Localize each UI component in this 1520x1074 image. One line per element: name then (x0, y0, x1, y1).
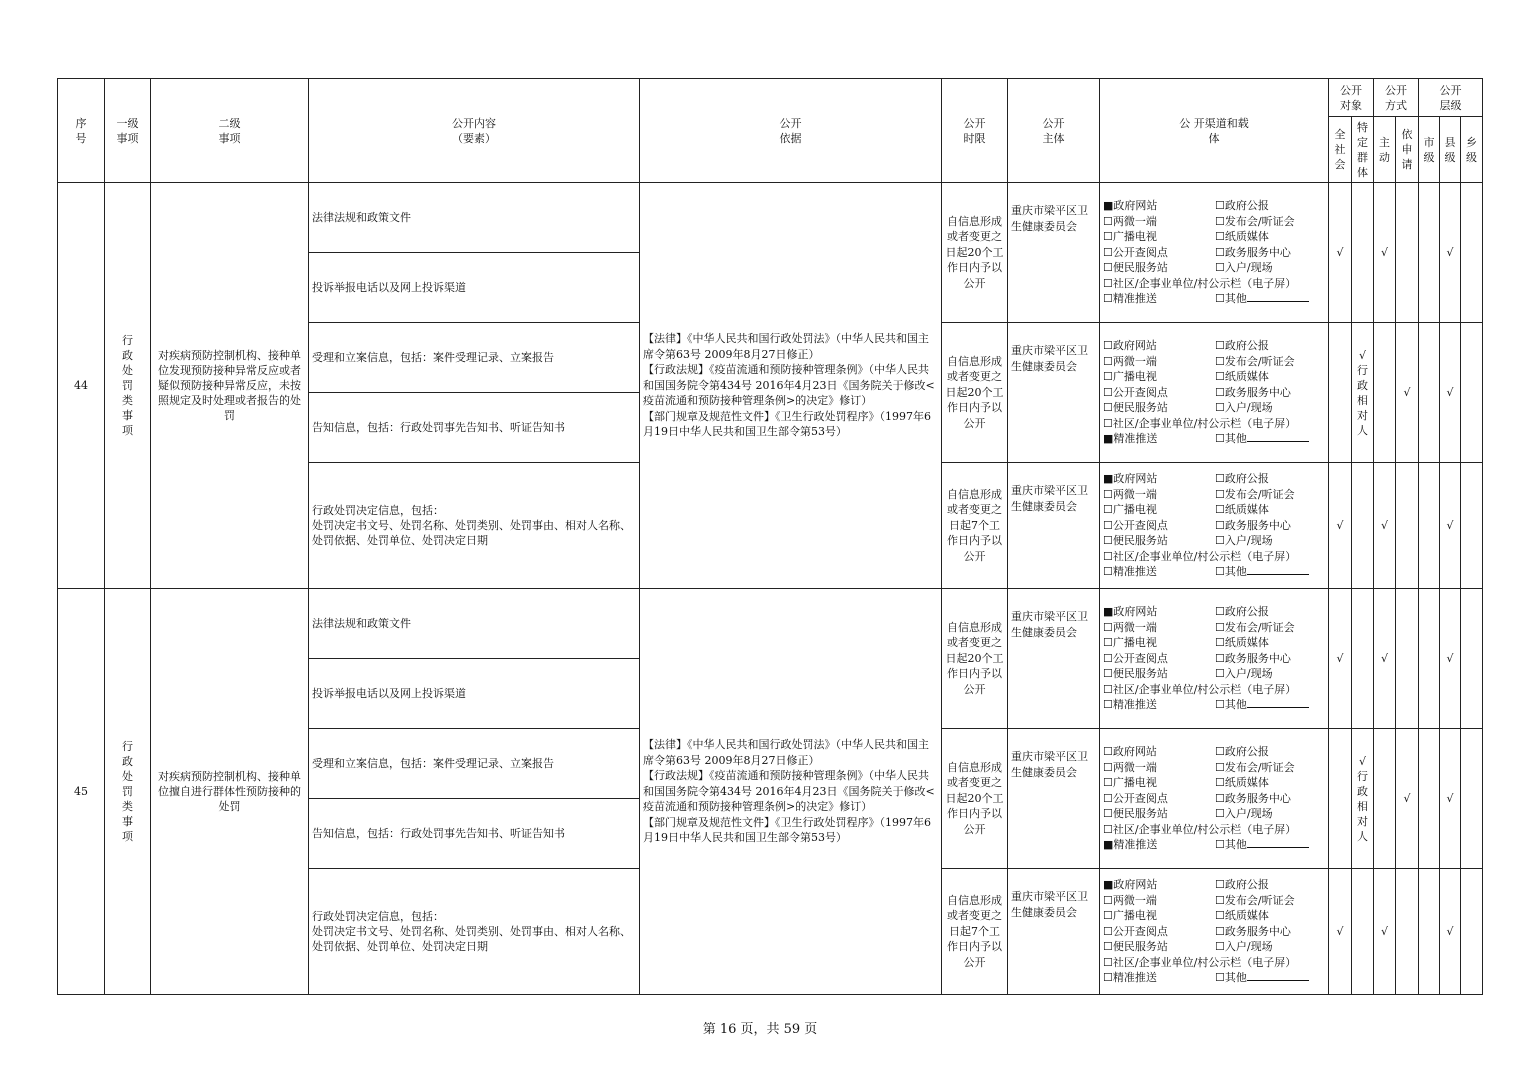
channel-option[interactable]: ☐公开查阅点 (1103, 245, 1168, 259)
channel-list (1103, 744, 1325, 853)
content-cell: 行政处罚决定信息，包括： 处罚决定书文号、处罚名称、处罚类别、处罚事由、相对人名称、处罚依据、处罚单位、处罚决定日期 (309, 869, 640, 995)
channel-option[interactable]: ☐便民服务站 (1103, 401, 1168, 415)
mark-town (1461, 869, 1483, 995)
channel-option[interactable]: ■政府网站 (1103, 199, 1158, 213)
other-blank (1247, 970, 1309, 981)
header-time-limit: 公开时限 (942, 79, 1008, 183)
channel-list (1103, 198, 1325, 307)
channel-option[interactable]: ☐发布会/听证会 (1215, 620, 1295, 634)
subject-cell: 重庆市梁平区卫生健康委员会 (1008, 869, 1100, 995)
mark-active-text: √ (1380, 246, 1388, 259)
time-limit-cell: 自信息形成或者变更之日起20个工作日内予以公开 (942, 589, 1008, 729)
mark-active (1374, 729, 1396, 869)
channel-option[interactable]: ☐政府公报 (1215, 745, 1269, 759)
channel-option-other[interactable] (1215, 697, 1327, 713)
header-mode: 公开方式 (1374, 79, 1419, 117)
row-level1 (105, 183, 151, 589)
channel-option[interactable]: ☐广播电视 (1103, 370, 1157, 384)
time-limit-cell: 自信息形成或者变更之日起20个工作日内予以公开 (942, 323, 1008, 463)
mark-county-text: √ (1446, 925, 1454, 938)
time-limit-cell: 自信息形成或者变更之日起7个工作日内予以公开 (942, 869, 1008, 995)
channel-list (1103, 604, 1325, 713)
disclosure-table (57, 78, 1483, 995)
mark-specific (1352, 183, 1374, 323)
channel-option[interactable]: ☐入户/现场 (1215, 667, 1273, 681)
content-cell: 告知信息，包括：行政处罚事先告知书、听证告知书 (309, 393, 640, 463)
mark-county (1440, 589, 1461, 729)
header-level: 公开层级 (1419, 79, 1483, 117)
mark-all (1329, 183, 1352, 323)
header-subject: 公开主体 (1008, 79, 1100, 183)
other-blank (1247, 431, 1309, 442)
mark-active-text: √ (1380, 519, 1388, 532)
other-label: ☐其他 (1215, 565, 1247, 579)
channel-option[interactable]: ☐入户/现场 (1215, 940, 1273, 954)
mark-all-text: √ (1336, 519, 1344, 532)
content-cell: 投诉举报电话以及网上投诉渠道 (309, 659, 640, 729)
header-content: 公开内容 （要素） (309, 79, 640, 183)
channel-option[interactable]: ☐便民服务站 (1103, 940, 1168, 954)
channel-option-other[interactable] (1215, 837, 1327, 853)
channel-option[interactable]: ☐公开查阅点 (1103, 385, 1168, 399)
channel-list (1103, 338, 1325, 447)
channel-option[interactable]: ☐两微一端 (1103, 620, 1157, 634)
channel-option[interactable]: ☐入户/现场 (1215, 261, 1273, 275)
subject-cell: 重庆市梁平区卫生健康委员会 (1008, 463, 1100, 589)
mark-town (1461, 589, 1483, 729)
channel-option[interactable]: ☐纸质媒体 (1215, 503, 1269, 517)
channel-option-precise[interactable]: ☐精准推送 (1103, 698, 1157, 712)
mark-county-text: √ (1446, 792, 1454, 805)
mark-city (1419, 589, 1440, 729)
mark-city (1419, 729, 1440, 869)
page-footer: 第 16 页，共 59 页 (702, 1022, 818, 1037)
other-label: ☐其他 (1215, 838, 1247, 852)
channel-option[interactable]: ☐广播电视 (1103, 776, 1157, 790)
other-blank (1247, 837, 1309, 848)
header-city: 市级 (1419, 117, 1440, 183)
mark-active (1374, 183, 1396, 323)
mark-all (1329, 589, 1352, 729)
mark-county (1440, 729, 1461, 869)
mark-all-text: √ (1336, 925, 1344, 938)
channel-option[interactable]: ☐政务服务中心 (1215, 518, 1291, 532)
channel-cell (1100, 869, 1329, 995)
mark-county (1440, 323, 1461, 463)
subject-cell: 重庆市梁平区卫生健康委员会 (1008, 729, 1100, 869)
channel-cell (1100, 323, 1329, 463)
other-blank (1247, 564, 1309, 575)
subject-cell: 重庆市梁平区卫生健康委员会 (1008, 183, 1100, 323)
channel-option[interactable]: ☐广播电视 (1103, 909, 1157, 923)
mark-county-text: √ (1446, 246, 1454, 259)
other-blank (1247, 291, 1309, 302)
channel-option[interactable]: ☐政府网站 (1103, 339, 1157, 353)
mark-specific (1352, 323, 1374, 463)
channel-option-precise[interactable]: ■精准推送 (1103, 432, 1158, 446)
channel-option[interactable]: ☐便民服务站 (1103, 807, 1168, 821)
mark-request (1396, 869, 1419, 995)
other-label: ☐其他 (1215, 971, 1247, 985)
channel-option-community[interactable]: ☐社区/企事业单位/村公示栏（电子屏） (1103, 955, 1297, 969)
header-channel: 公 开渠道和载体 (1100, 79, 1329, 183)
channel-option-precise[interactable]: ☐精准推送 (1103, 565, 1157, 579)
basis-cell: 【法律】《中华人民共和国行政处罚法》（中华人民共和国主席令第63号 2009年8月27日修正） 【行政法规】《疫苗流通和预防接种管理条例》（中华人民共和国国务院令第434号 2016年4月23日《国务院关于修改<疫苗流通和预防接种管理条例>的决定》修订） 【部门规章及规范性文件】《卫生行政处罚程序》（1997年6月19日中华人民共和国卫生部令第53号） (640, 589, 942, 995)
content-cell: 行政处罚决定信息，包括： 处罚决定书文号、处罚名称、处罚类别、处罚事由、相对人名称、处罚依据、处罚单位、处罚决定日期 (309, 463, 640, 589)
channel-option[interactable]: ☐两微一端 (1103, 354, 1157, 368)
mark-all (1329, 729, 1352, 869)
mark-city (1419, 463, 1440, 589)
mark-city (1419, 183, 1440, 323)
channel-option-community[interactable]: ☐社区/企事业单位/村公示栏（电子屏） (1103, 549, 1297, 563)
content-cell: 法律法规和政策文件 (309, 183, 640, 253)
channel-option-precise[interactable]: ☐精准推送 (1103, 292, 1157, 306)
channel-option[interactable]: ☐纸质媒体 (1215, 776, 1269, 790)
header-on-request: 依申请 (1396, 117, 1419, 183)
channel-option[interactable]: ☐政府公报 (1215, 472, 1269, 486)
mark-county (1440, 869, 1461, 995)
channel-option[interactable]: ☐政府公报 (1215, 878, 1269, 892)
channel-option[interactable]: ☐广播电视 (1103, 503, 1157, 517)
channel-option[interactable]: ☐便民服务站 (1103, 534, 1168, 548)
mark-city (1419, 869, 1440, 995)
channel-cell (1100, 463, 1329, 589)
content-cell: 投诉举报电话以及网上投诉渠道 (309, 253, 640, 323)
channel-option[interactable]: ■政府网站 (1103, 472, 1158, 486)
channel-option[interactable]: ☐发布会/听证会 (1215, 760, 1295, 774)
content-cell: 受理和立案信息，包括：案件受理记录、立案报告 (309, 323, 640, 393)
header-basis: 公开依据 (640, 79, 942, 183)
channel-option[interactable]: ☐发布会/听证会 (1215, 893, 1295, 907)
channel-option[interactable]: ☐政务服务中心 (1215, 924, 1291, 938)
channel-option[interactable]: ☐政府公报 (1215, 339, 1269, 353)
time-limit-cell: 自信息形成或者变更之日起7个工作日内予以公开 (942, 463, 1008, 589)
mark-request (1396, 323, 1419, 463)
channel-option[interactable]: ■政府网站 (1103, 605, 1158, 619)
header-level1: 一级事项 (105, 79, 151, 183)
subject-cell: 重庆市梁平区卫生健康委员会 (1008, 323, 1100, 463)
channel-list (1103, 471, 1325, 580)
channel-option-precise[interactable]: ☐精准推送 (1103, 971, 1157, 985)
mark-active-text: √ (1380, 652, 1388, 665)
mark-specific (1352, 589, 1374, 729)
channel-option[interactable]: ☐政府公报 (1215, 605, 1269, 619)
channel-option[interactable]: ☐纸质媒体 (1215, 909, 1269, 923)
channel-option[interactable]: ☐公开查阅点 (1103, 518, 1168, 532)
mark-request (1396, 183, 1419, 323)
channel-option[interactable]: ☐广播电视 (1103, 230, 1157, 244)
channel-option[interactable]: ☐纸质媒体 (1215, 636, 1269, 650)
channel-option-other[interactable] (1215, 564, 1327, 580)
mark-active-text: √ (1380, 925, 1388, 938)
basis-cell: 【法律】《中华人民共和国行政处罚法》（中华人民共和国主席令第63号 2009年8月27日修正） 【行政法规】《疫苗流通和预防接种管理条例》（中华人民共和国国务院令第434号 2016年4月23日《国务院关于修改<疫苗流通和预防接种管理条例>的决定》修订） 【部门规章及规范性文件】《卫生行政处罚程序》（1997年6月19日中华人民共和国卫生部令第53号） (640, 183, 942, 589)
content-cell: 法律法规和政策文件 (309, 589, 640, 659)
mark-active (1374, 589, 1396, 729)
channel-option[interactable]: ☐政务服务中心 (1215, 385, 1291, 399)
mark-request (1396, 463, 1419, 589)
content-cell: 告知信息，包括：行政处罚事先告知书、听证告知书 (309, 799, 640, 869)
mark-specific (1352, 729, 1374, 869)
mark-town (1461, 463, 1483, 589)
other-label: ☐其他 (1215, 432, 1247, 446)
channel-cell (1100, 183, 1329, 323)
channel-option[interactable]: ☐两微一端 (1103, 487, 1157, 501)
channel-option-community[interactable]: ☐社区/企事业单位/村公示栏（电子屏） (1103, 276, 1297, 290)
mark-town (1461, 183, 1483, 323)
mark-town (1461, 323, 1483, 463)
channel-option[interactable]: ■政府网站 (1103, 878, 1158, 892)
channel-option[interactable]: ☐发布会/听证会 (1215, 214, 1295, 228)
mark-all (1329, 323, 1352, 463)
mark-county-text: √ (1446, 386, 1454, 399)
other-label: ☐其他 (1215, 698, 1247, 712)
row-seq: 45 (58, 589, 105, 995)
mark-county-text: √ (1446, 652, 1454, 665)
content-cell: 受理和立案信息，包括：案件受理记录、立案报告 (309, 729, 640, 799)
other-blank (1247, 697, 1309, 708)
channel-option[interactable]: ☐纸质媒体 (1215, 230, 1269, 244)
channel-cell (1100, 729, 1329, 869)
mark-all (1329, 869, 1352, 995)
channel-option[interactable]: ☐入户/现场 (1215, 807, 1273, 821)
mark-city (1419, 323, 1440, 463)
channel-option[interactable]: ☐两微一端 (1103, 893, 1157, 907)
channel-option[interactable]: ☐政府公报 (1215, 199, 1269, 213)
mark-all-text: √ (1336, 246, 1344, 259)
channel-cell (1100, 589, 1329, 729)
channel-option[interactable]: ☐政府网站 (1103, 745, 1157, 759)
row-level2: 对疾病预防控制机构、接种单位发现预防接种异常反应或者疑似预防接种异常反应，未按照规定及时处理或者报告的处罚 (151, 183, 309, 589)
mark-town (1461, 729, 1483, 869)
channel-option[interactable]: ☐入户/现场 (1215, 534, 1273, 548)
header-all-society: 全社会 (1329, 117, 1352, 183)
row-level1 (105, 589, 151, 995)
channel-option[interactable]: ☐广播电视 (1103, 636, 1157, 650)
mark-request-text: √ (1403, 792, 1411, 805)
header-target: 公开对象 (1329, 79, 1374, 117)
mark-specific-text: √行政相对人 (1357, 348, 1368, 437)
header-active: 主动 (1374, 117, 1396, 183)
channel-option[interactable]: ☐入户/现场 (1215, 401, 1273, 415)
channel-option[interactable]: ☐公开查阅点 (1103, 924, 1168, 938)
channel-option[interactable]: ☐公开查阅点 (1103, 791, 1168, 805)
channel-option-other[interactable] (1215, 970, 1327, 986)
channel-option[interactable]: ☐政务服务中心 (1215, 791, 1291, 805)
mark-active (1374, 463, 1396, 589)
channel-option-community[interactable]: ☐社区/企事业单位/村公示栏（电子屏） (1103, 682, 1297, 696)
mark-request (1396, 729, 1419, 869)
channel-option[interactable]: ☐便民服务站 (1103, 667, 1168, 681)
mark-county-text: √ (1446, 519, 1454, 532)
mark-county (1440, 463, 1461, 589)
channel-option-precise[interactable]: ■精准推送 (1103, 838, 1158, 852)
channel-option-other[interactable] (1215, 431, 1327, 447)
channel-option[interactable]: ☐便民服务站 (1103, 261, 1168, 275)
other-label: ☐其他 (1215, 292, 1247, 306)
mark-specific (1352, 869, 1374, 995)
channel-option[interactable]: ☐政务服务中心 (1215, 245, 1291, 259)
channel-option-community[interactable]: ☐社区/企事业单位/村公示栏（电子屏） (1103, 822, 1297, 836)
mark-request (1396, 589, 1419, 729)
time-limit-cell: 自信息形成或者变更之日起20个工作日内予以公开 (942, 183, 1008, 323)
channel-option[interactable]: ☐两微一端 (1103, 214, 1157, 228)
mark-all (1329, 463, 1352, 589)
header-seq: 序号 (58, 79, 105, 183)
header-town: 乡级 (1461, 117, 1483, 183)
mark-specific (1352, 463, 1374, 589)
mark-all-text: √ (1336, 652, 1344, 665)
mark-active (1374, 323, 1396, 463)
channel-option[interactable]: ☐两微一端 (1103, 760, 1157, 774)
subject-cell: 重庆市梁平区卫生健康委员会 (1008, 589, 1100, 729)
mark-specific-text: √行政相对人 (1357, 754, 1368, 843)
channel-option[interactable]: ☐政务服务中心 (1215, 651, 1291, 665)
header-level2: 二级事项 (151, 79, 309, 183)
header-county: 县级 (1440, 117, 1461, 183)
row-level2: 对疾病预防控制机构、接种单位擅自进行群体性预防接种的处罚 (151, 589, 309, 995)
time-limit-cell: 自信息形成或者变更之日起20个工作日内予以公开 (942, 729, 1008, 869)
channel-option-community[interactable]: ☐社区/企事业单位/村公示栏（电子屏） (1103, 416, 1297, 430)
channel-option[interactable]: ☐发布会/听证会 (1215, 354, 1295, 368)
channel-option-other[interactable] (1215, 291, 1327, 307)
row-seq: 44 (58, 183, 105, 589)
mark-active (1374, 869, 1396, 995)
channel-option[interactable]: ☐公开查阅点 (1103, 651, 1168, 665)
level1-text: 行政处罚类事项 (122, 740, 133, 843)
channel-list (1103, 877, 1325, 986)
mark-county (1440, 183, 1461, 323)
channel-option[interactable]: ☐发布会/听证会 (1215, 487, 1295, 501)
channel-option[interactable]: ☐纸质媒体 (1215, 370, 1269, 384)
level1-text: 行政处罚类事项 (122, 334, 133, 437)
header-specific-group: 特定群体 (1352, 117, 1374, 183)
mark-request-text: √ (1403, 386, 1411, 399)
